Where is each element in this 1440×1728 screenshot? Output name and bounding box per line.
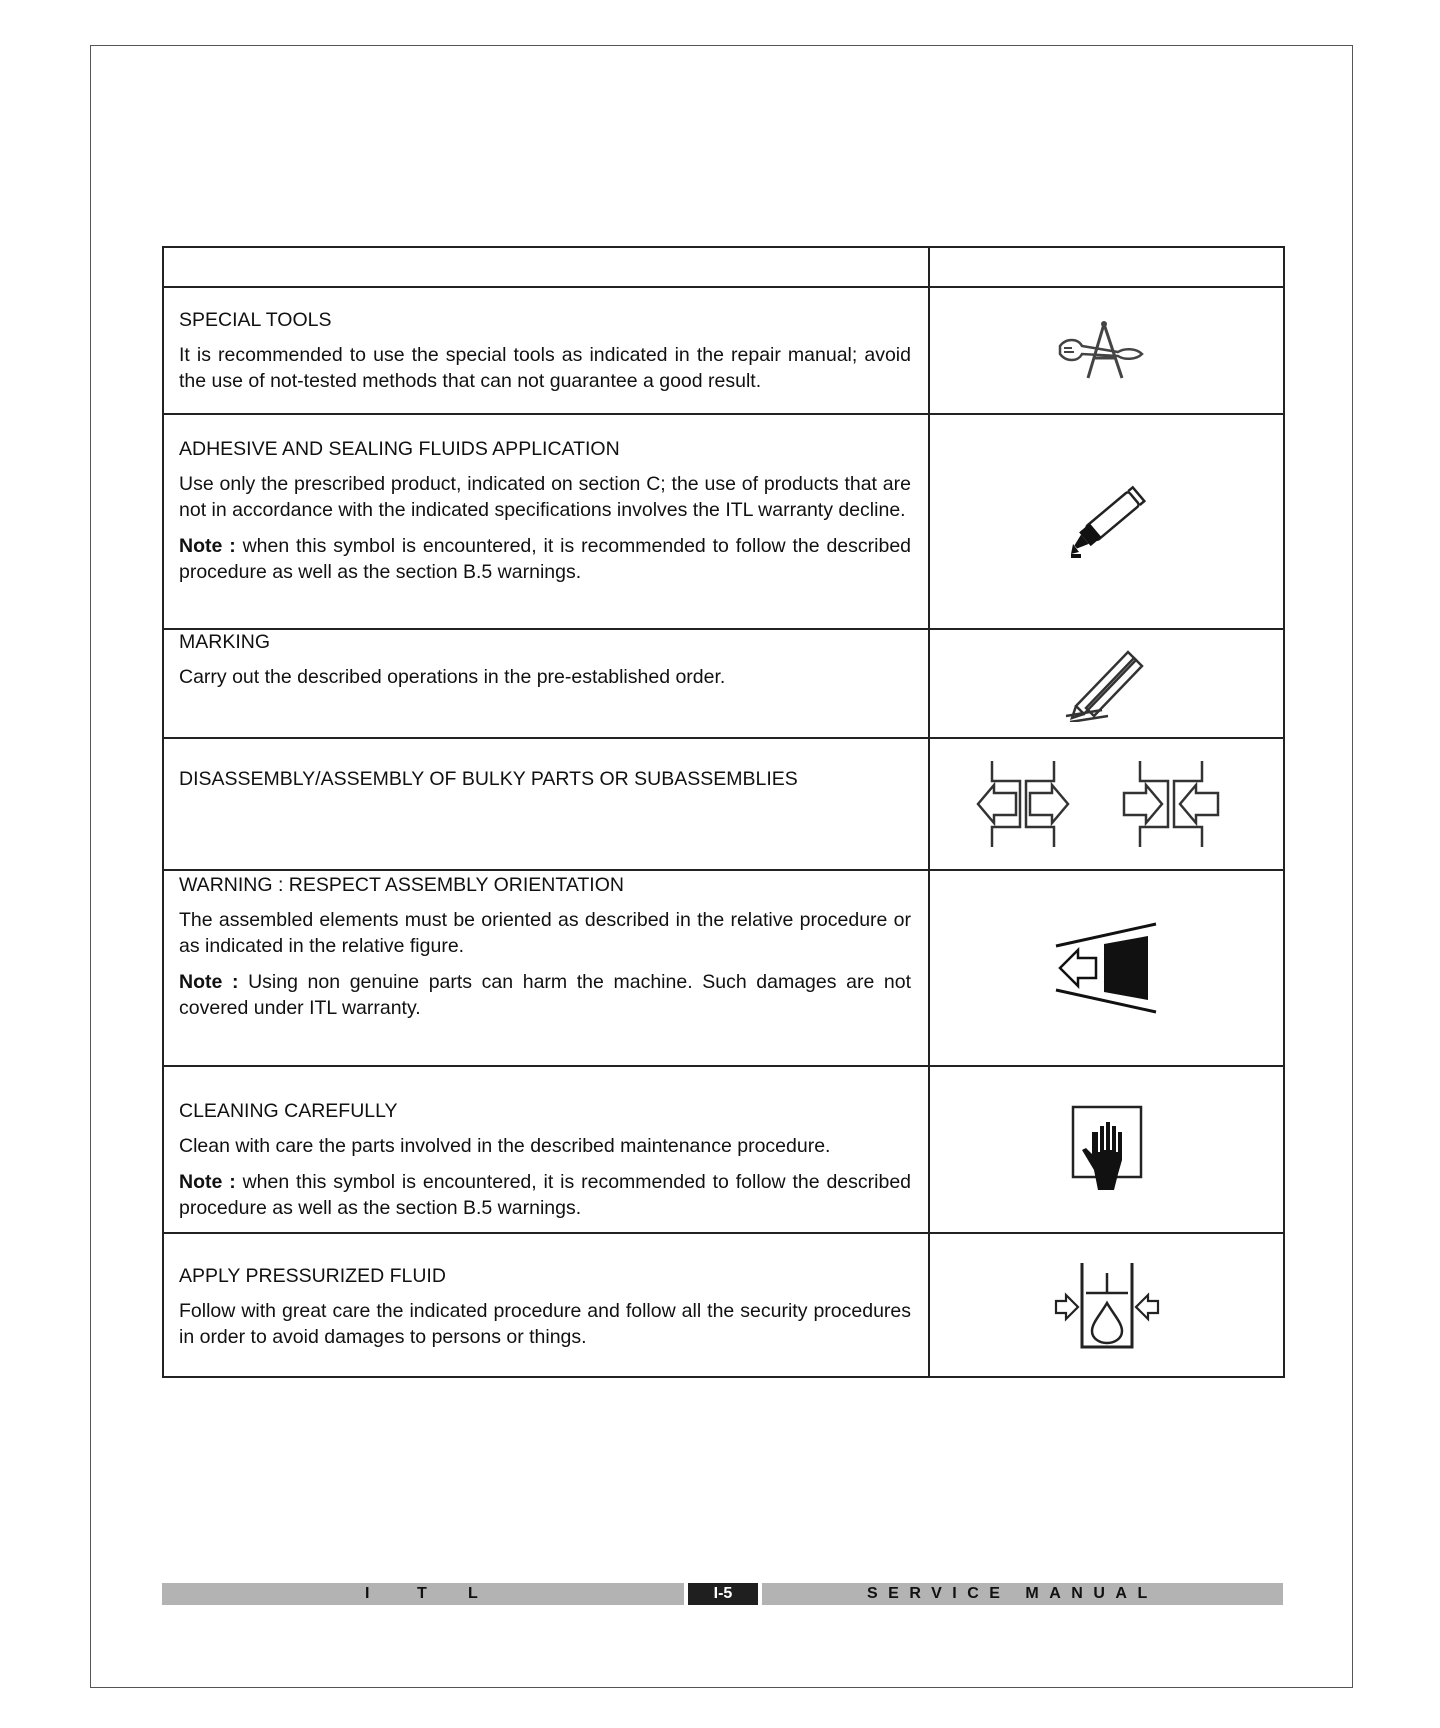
note-text: when this symbol is encountered, it is recommended to follow the described procedure as well as the section B.5 warnings.: [179, 1171, 912, 1219]
row-text: It is recommended to use the special tools as indicated in the repair manual; avoid the use of not-tested methods that can not guarantee a good result.: [179, 344, 911, 392]
footer-brand-letter: I: [365, 1585, 370, 1602]
table-row: [163, 629, 1284, 738]
row-symbol-cell: [929, 870, 1284, 1066]
row-description: [163, 738, 929, 870]
note-label: Note :: [179, 971, 239, 993]
assembly-orientation-icon: [1052, 920, 1162, 1016]
row-title: SPECIAL TOOLS: [179, 309, 332, 331]
row-title: DISASSEMBLY/ASSEMBLY OF BULKY PARTS OR SUBASSEMBLIES: [179, 768, 798, 790]
table-row: [163, 870, 1284, 1066]
page-footer: [162, 1583, 1283, 1605]
row-title: ADHESIVE AND SEALING FLUIDS APPLICATION: [179, 438, 620, 460]
row-title: APPLY PRESSURIZED FLUID: [179, 1265, 446, 1287]
row-note: [179, 533, 911, 585]
row-symbol-cell: [929, 414, 1284, 629]
table-row: [163, 1233, 1284, 1377]
footer-brand-letter: T: [417, 1585, 427, 1602]
row-text: Carry out the described operations in the pre-established order.: [179, 666, 726, 688]
row-description: [163, 629, 929, 738]
row-text: Use only the prescribed product, indicated on section C; the use of products that are not in accordance with the indicated specifications involves the ITL warranty decline.: [179, 473, 911, 521]
row-description: [163, 1066, 929, 1233]
row-description: [163, 1233, 929, 1377]
disassembly-assembly-icon: [972, 757, 1242, 851]
row-symbol-cell: [929, 287, 1284, 414]
row-note: [179, 1169, 911, 1221]
row-note: [179, 969, 911, 1021]
row-description: [163, 870, 929, 1066]
adhesive-tube-icon: [1057, 482, 1157, 562]
table-row: [163, 287, 1284, 414]
footer-brand-letter: L: [468, 1585, 478, 1602]
table-row: [163, 414, 1284, 629]
row-description: [163, 287, 929, 414]
special-tools-icon: [1052, 318, 1162, 384]
header-cell-symbol: [929, 247, 1284, 287]
table-row: [163, 1066, 1284, 1233]
note-label: Note :: [179, 1171, 236, 1193]
row-text: Clean with care the parts involved in the described maintenance procedure.: [179, 1135, 831, 1157]
table-row: [163, 738, 1284, 870]
footer-manual-label: SERVICE MANUAL: [867, 1585, 1158, 1602]
pressurized-fluid-icon: [1052, 1259, 1162, 1351]
row-text: Follow with great care the indicated procedure and follow all the security procedures in order to avoid damages to persons or things.: [179, 1300, 911, 1348]
row-text: The assembled elements must be oriented as described in the relative procedure or as indicated in the relative figure.: [179, 909, 911, 957]
cleaning-hand-icon: [1070, 1104, 1144, 1196]
row-title: WARNING : RESPECT ASSEMBLY ORIENTATION: [179, 874, 624, 896]
footer-brand-bar: [162, 1583, 684, 1605]
note-text: when this symbol is encountered, it is recommended to follow the described procedure as well as the section B.5 warnings.: [179, 535, 912, 583]
row-title: MARKING: [179, 631, 271, 653]
header-cell-description: [163, 247, 929, 287]
note-text: Using non genuine parts can harm the machine. Such damages are not covered under ITL warranty.: [179, 971, 912, 1019]
row-symbol-cell: [929, 738, 1284, 870]
footer-manual-bar: [762, 1583, 1283, 1605]
footer-page-number: I-5: [688, 1583, 758, 1605]
marking-pencil-icon: [1062, 646, 1152, 722]
row-title: CLEANING CAREFULLY: [179, 1100, 398, 1122]
row-symbol-cell: [929, 1233, 1284, 1377]
table-header-row: [163, 247, 1284, 287]
symbol-legend-table: [162, 246, 1285, 1378]
row-description: [163, 414, 929, 629]
row-symbol-cell: [929, 1066, 1284, 1233]
row-symbol-cell: [929, 629, 1284, 738]
note-label: Note :: [179, 535, 236, 557]
